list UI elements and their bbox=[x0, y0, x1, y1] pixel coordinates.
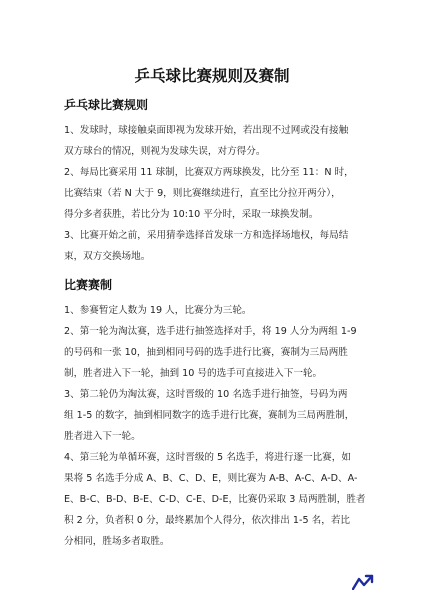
text-line: 分相同，胜场多者取胜。 bbox=[64, 536, 170, 547]
text-line: 1、发球时，球接触桌面即视为发球开始，若出现不过网或没有接触 bbox=[64, 125, 349, 136]
rules-item-1 bbox=[64, 120, 364, 162]
format-item-4 bbox=[64, 447, 364, 552]
text-line: 的号码和一张 10，抽到相同号码的选手进行比赛，赛制为三局两胜 bbox=[64, 347, 348, 358]
text-line: 组 1-5 的数字，抽到相同数字的选手进行比赛，赛制为三局两胜制， bbox=[64, 410, 355, 421]
trend-arrow-icon bbox=[352, 574, 374, 590]
text-line: 胜者进入下一轮。 bbox=[64, 431, 141, 442]
rules-item-2 bbox=[64, 162, 364, 225]
text-line: 4、第三轮为单循环赛，这时晋级的 5 名选手，将进行逐一比赛，如 bbox=[64, 452, 351, 463]
format-item-1 bbox=[64, 300, 364, 321]
text-line: 3、比赛开始之前，采用猜拳选择首发球一方和选择场地权，每局结 bbox=[64, 230, 349, 241]
text-line: 2、每局比赛采用 11 球制，比赛双方两球换发，比分至 11：N 时， bbox=[64, 167, 354, 178]
section-heading-rules: 乒乓球比赛规则 bbox=[64, 98, 149, 112]
text-line: 果将 5 名选手分成 A、B、C、D、E，则比赛为 A-B、A-C、A-D、A- bbox=[64, 473, 358, 484]
text-line: 双方球台的情况，则视为发球失误，对方得分。 bbox=[64, 146, 266, 157]
format-item-2 bbox=[64, 321, 364, 384]
format-item-3 bbox=[64, 384, 364, 447]
text-line: 比赛结束（若 N 大于 9，则比赛继续进行，直至比分拉开两分）， bbox=[64, 188, 341, 199]
rules-item-3 bbox=[64, 225, 364, 267]
document-title: 乒乓球比赛规则及赛制 bbox=[134, 67, 290, 85]
section-heading-format: 比赛赛制 bbox=[64, 278, 113, 292]
text-line: 得分多者获胜，若比分为 10:10 平分时，采取一球换发制。 bbox=[64, 209, 319, 220]
text-line: 制，胜者进入下一轮，抽到 10 号的选手可直接进入下一轮。 bbox=[64, 368, 323, 379]
text-line: E、B-C、B-D、B-E、C-D、C-E、D-E，比赛仍采取 3 局两胜制，胜者 bbox=[64, 494, 366, 505]
text-line: 积 2 分，负者积 0 分，最终累加个人得分，依次排出 1-5 名，若比 bbox=[64, 515, 351, 526]
text-line: 束，双方交换场地。 bbox=[64, 251, 151, 262]
text-line: 3、第二轮仍为淘汰赛，这时晋级的 10 名选手进行抽签，号码为两 bbox=[64, 389, 348, 400]
text-line: 2、第一轮为淘汰赛，选手进行抽签选择对手，将 19 人分为两组 1-9 bbox=[64, 326, 357, 337]
text-line: 1、参赛暂定人数为 19 人，比赛分为三轮。 bbox=[64, 305, 252, 316]
